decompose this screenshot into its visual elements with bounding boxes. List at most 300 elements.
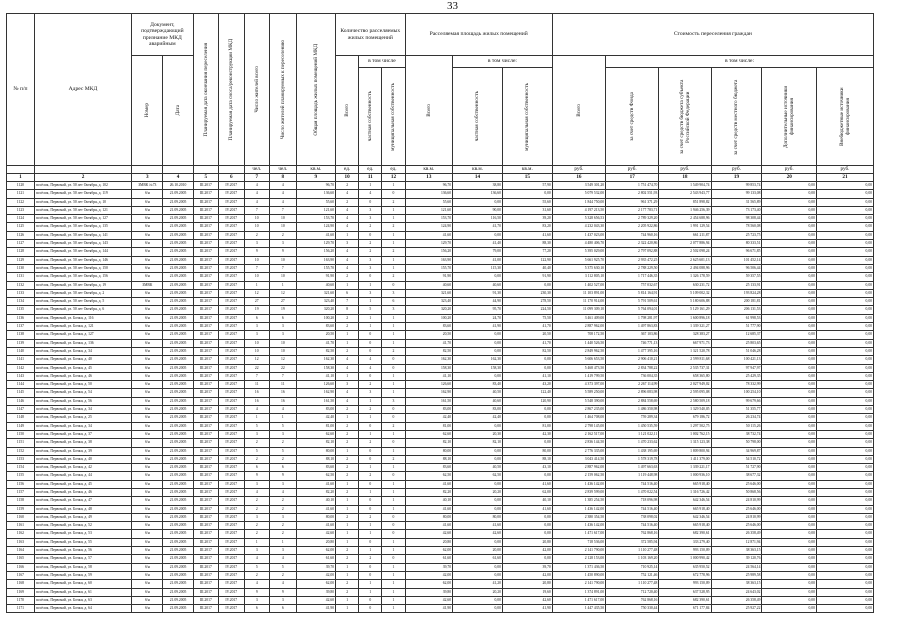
table-cell: 41,70 bbox=[502, 323, 552, 331]
table-row bbox=[7, 323, 874, 331]
table-cell: 4 bbox=[270, 555, 297, 563]
table-cell: 20,20 bbox=[453, 488, 503, 496]
table-cell: 41,70 bbox=[296, 339, 335, 347]
table-cell: 21.09.2005 bbox=[163, 439, 193, 447]
table-cell: 21.09.2005 bbox=[163, 488, 193, 496]
table-cell: 1140 bbox=[7, 347, 35, 355]
table-cell: 20,00 bbox=[453, 547, 503, 555]
table-row bbox=[7, 430, 874, 438]
table-cell: 51 046,28 bbox=[711, 347, 762, 355]
table-cell: III.2017 bbox=[193, 472, 218, 480]
table-cell: 744 960,16 bbox=[606, 231, 659, 239]
table-cell: 0,00 bbox=[502, 406, 552, 414]
table-cell: 0,00 bbox=[762, 281, 816, 289]
table-cell: 1127 bbox=[7, 240, 35, 248]
table-cell: посёлок, Первомай, ул. Бочки, д. 57 bbox=[34, 555, 131, 563]
table-cell: 1 bbox=[382, 372, 405, 380]
table-cell: б/н bbox=[132, 430, 163, 438]
table-cell: 0,00 bbox=[816, 472, 873, 480]
table-cell: б/н bbox=[132, 488, 163, 496]
table-cell: 2 580 509,18 bbox=[659, 397, 711, 405]
table-cell: 206 131,53 bbox=[711, 306, 762, 314]
table-cell: 0,00 bbox=[762, 414, 816, 422]
unit-cell: ед. bbox=[359, 166, 382, 174]
table-cell: III.2017 bbox=[193, 580, 218, 588]
table-cell: 1 bbox=[336, 538, 359, 546]
table-cell: б/н bbox=[132, 306, 163, 314]
column-number-cell: 16 bbox=[552, 174, 605, 182]
table-cell: 4 bbox=[270, 580, 297, 588]
table-cell: 61 998,53 bbox=[711, 314, 762, 322]
table-cell: 96 671,85 bbox=[711, 248, 762, 256]
table-cell: 1 000 936,10 bbox=[659, 472, 711, 480]
table-cell: 0,00 bbox=[816, 563, 873, 571]
table-cell: III.2017 bbox=[193, 298, 218, 306]
table-cell: 155,70 bbox=[296, 264, 335, 272]
table-cell: 21.09.2005 bbox=[163, 547, 193, 555]
table-cell: 3 bbox=[270, 331, 297, 339]
table-cell: 0,00 bbox=[762, 430, 816, 438]
table-cell: 0,00 bbox=[502, 281, 552, 289]
table-cell: 2 535 737,31 bbox=[659, 364, 711, 372]
table-cell: 6 bbox=[244, 605, 269, 613]
table-cell: 1163 bbox=[7, 538, 35, 546]
table-cell: 0,00 bbox=[453, 596, 503, 604]
table-cell: 1145 bbox=[7, 389, 35, 397]
column-number-cell: 20 bbox=[762, 174, 816, 182]
table-cell: 323,40 bbox=[405, 298, 453, 306]
table-cell: 1 436 142,00 bbox=[552, 505, 605, 513]
table-cell: посёлок, Первомай, ул. Бочки, д. 37 bbox=[34, 430, 131, 438]
table-cell: 83,60 bbox=[405, 464, 453, 472]
table-cell: 21.09.2005 bbox=[163, 264, 193, 272]
table-cell: 21.09.2005 bbox=[163, 455, 193, 463]
table-cell: посёлок, Первомай, ул. Бочки, д. 38 bbox=[34, 439, 131, 447]
table-cell: 1 bbox=[359, 588, 382, 596]
table-cell: 9 bbox=[270, 248, 297, 256]
units-row bbox=[7, 166, 874, 174]
table-cell: б/н bbox=[132, 464, 163, 472]
unit-cell: чел. bbox=[244, 166, 269, 174]
table-cell: 642 346,54 bbox=[659, 513, 711, 521]
column-number-cell: 3 bbox=[132, 174, 163, 182]
table-cell: 153,70 bbox=[405, 215, 453, 223]
table-cell: IV.2017 bbox=[219, 513, 244, 521]
unit-cell bbox=[7, 166, 35, 174]
table-cell: 20,50 bbox=[502, 331, 552, 339]
table-cell: 62,60 bbox=[405, 430, 453, 438]
table-cell: 193 824,28 bbox=[711, 289, 762, 297]
col-residents-plan-header: Число жителей планируемых к переселению bbox=[270, 14, 297, 166]
table-cell: 20,80 bbox=[296, 538, 335, 546]
table-cell: 2 bbox=[336, 464, 359, 472]
table-cell: 21.09.2005 bbox=[163, 215, 193, 223]
table-cell: б/н bbox=[132, 406, 163, 414]
table-cell: 41,60 bbox=[405, 480, 453, 488]
table-cell: 78 560,08 bbox=[711, 223, 762, 231]
table-cell: 40,60 bbox=[453, 397, 503, 405]
table-cell: 11 170 914,00 bbox=[552, 298, 605, 306]
unit-cell: руб. bbox=[711, 166, 762, 174]
table-cell: 2 bbox=[359, 472, 382, 480]
table-cell: 41,10 bbox=[296, 372, 335, 380]
table-cell: 2 159 062,50 bbox=[552, 472, 605, 480]
table-cell: 682 390,61 bbox=[659, 530, 711, 538]
cost-extra-header: Дополнительные источники финансирования bbox=[762, 68, 816, 166]
table-cell: III.2017 bbox=[193, 331, 218, 339]
table-cell: 367 103,86 bbox=[606, 331, 659, 339]
table-cell: 21.09.2005 bbox=[163, 513, 193, 521]
table-cell: III.2017 bbox=[193, 547, 218, 555]
table-cell: 129,70 bbox=[405, 240, 453, 248]
table-cell: 0,00 bbox=[816, 331, 873, 339]
table-cell: 12 685,37 bbox=[711, 331, 762, 339]
table-cell: 2 bbox=[244, 231, 269, 239]
table-cell: посёлок, Первомай, ул. Бочки, д. 56 bbox=[34, 397, 131, 405]
table-cell: б/н bbox=[132, 314, 163, 322]
table-cell: 0,00 bbox=[816, 505, 873, 513]
table-cell: 7 bbox=[244, 206, 269, 214]
table-cell: 0,00 bbox=[816, 439, 873, 447]
table-cell: 328 383,27 bbox=[659, 331, 711, 339]
table-cell: IV.2017 bbox=[219, 198, 244, 206]
table-cell: 0,00 bbox=[453, 347, 503, 355]
table-cell: 1143 bbox=[7, 372, 35, 380]
table-row bbox=[7, 455, 874, 463]
table-cell: 100 421,13 bbox=[711, 356, 762, 364]
table-cell: 82,20 bbox=[296, 488, 335, 496]
table-cell: 0 bbox=[359, 339, 382, 347]
table-cell: 83,00 bbox=[405, 406, 453, 414]
table-cell: 21.09.2005 bbox=[163, 464, 193, 472]
table-cell: 1159 bbox=[7, 505, 35, 513]
table-cell: ЗМВК bbox=[132, 281, 163, 289]
table-cell: 0,00 bbox=[502, 356, 552, 364]
table-cell: IV.2017 bbox=[219, 231, 244, 239]
table-cell: посёлок, Первомай, ул. 50 лет Октября, д. 119 bbox=[34, 190, 131, 198]
table-cell: 0,00 bbox=[762, 563, 816, 571]
table-cell: 25 646,00 bbox=[711, 505, 762, 513]
table-cell: 993 150,09 bbox=[659, 580, 711, 588]
table-cell: 51 727,90 bbox=[711, 464, 762, 472]
table-cell: посёлок, Первомай, ул. Бочки, д. 58 bbox=[34, 563, 131, 571]
table-cell: б/н bbox=[132, 347, 163, 355]
table-cell: 0 bbox=[382, 356, 405, 364]
doc-date-header: Дата bbox=[163, 56, 193, 166]
table-cell: б/н bbox=[132, 381, 163, 389]
table-cell: III.2017 bbox=[193, 339, 218, 347]
table-cell: IV.2017 bbox=[219, 588, 244, 596]
table-cell: 5 180 606,88 bbox=[659, 298, 711, 306]
table-cell: IV.2017 bbox=[219, 273, 244, 281]
table-cell: 744 516,40 bbox=[606, 480, 659, 488]
table-cell: 0,00 bbox=[762, 314, 816, 322]
table-cell: 0,00 bbox=[762, 323, 816, 331]
table-cell: 38 363,15 bbox=[711, 547, 762, 555]
table-cell: III.2017 bbox=[193, 223, 218, 231]
table-cell: 2 bbox=[336, 555, 359, 563]
table-cell: 41,60 bbox=[296, 231, 335, 239]
table-cell: 1 339 221,17 bbox=[659, 464, 711, 472]
table-cell: 1 bbox=[244, 281, 269, 289]
table-cell: 101 452,14 bbox=[711, 256, 762, 264]
table-cell: IV.2017 bbox=[219, 372, 244, 380]
table-cell: 61,60 bbox=[296, 555, 335, 563]
table-cell: 2 bbox=[244, 505, 269, 513]
column-number-cell: 11 bbox=[359, 174, 382, 182]
table-cell: III.2017 bbox=[193, 530, 218, 538]
table-cell: 0,00 bbox=[816, 231, 873, 239]
table-cell: 1 bbox=[382, 547, 405, 555]
table-row bbox=[7, 190, 874, 198]
table-cell: 3 549 301,20 bbox=[552, 182, 605, 190]
table-cell: б/н bbox=[132, 240, 163, 248]
table-cell: III.2017 bbox=[193, 289, 218, 297]
table-cell: 0 bbox=[359, 198, 382, 206]
table-cell: 0,00 bbox=[762, 588, 816, 596]
table-cell: 3 bbox=[382, 397, 405, 405]
table-cell: 21.09.2005 bbox=[163, 356, 193, 364]
table-cell: 0,00 bbox=[762, 256, 816, 264]
table-cell: посёлок, Первомай, ул. Бочки, д. 47 bbox=[34, 497, 131, 505]
table-cell: 0,00 bbox=[816, 455, 873, 463]
table-cell: 21.09.2005 bbox=[163, 605, 193, 613]
table-cell: 1 bbox=[336, 522, 359, 530]
table-cell: 1 447 435,50 bbox=[552, 605, 605, 613]
table-cell: 1132 bbox=[7, 281, 35, 289]
table-cell: 155,70 bbox=[405, 264, 453, 272]
table-cell: 3 043 414,50 bbox=[552, 455, 605, 463]
table-cell: 2 935 472,25 bbox=[606, 256, 659, 264]
table-cell: 0 bbox=[359, 497, 382, 505]
table-cell: 62,00 bbox=[296, 547, 335, 555]
table-cell: III.2017 bbox=[193, 571, 218, 579]
table-cell: 1 bbox=[336, 596, 359, 604]
table-cell: 0 bbox=[382, 190, 405, 198]
table-cell: 42,40 bbox=[405, 414, 453, 422]
column-number-cell: 21 bbox=[816, 174, 873, 182]
table-cell: III.2017 bbox=[193, 464, 218, 472]
table-cell: 6 bbox=[270, 605, 297, 613]
unit-cell: ед. bbox=[336, 166, 359, 174]
table-cell: посёлок, Первомай, ул. Бочки, д. 45 bbox=[34, 480, 131, 488]
table-cell: 3 bbox=[270, 430, 297, 438]
table-cell: 1 bbox=[359, 414, 382, 422]
table-cell: 82,50 bbox=[405, 347, 453, 355]
table-cell: 3 bbox=[270, 240, 297, 248]
table-cell: б/н bbox=[132, 497, 163, 505]
table-cell: 2 454 688,96 bbox=[659, 215, 711, 223]
table-cell: б/н bbox=[132, 248, 163, 256]
table-cell: 0,00 bbox=[762, 439, 816, 447]
table-cell: 98 308,44 bbox=[711, 215, 762, 223]
table-cell: б/н bbox=[132, 513, 163, 521]
table-cell: 1153 bbox=[7, 455, 35, 463]
unit-cell bbox=[219, 166, 244, 174]
table-cell: 12 871,94 bbox=[711, 538, 762, 546]
table-cell: 0,00 bbox=[762, 530, 816, 538]
table-cell: 1 437 023,00 bbox=[552, 231, 605, 239]
table-cell: 5 606 653,50 bbox=[552, 356, 605, 364]
table-row bbox=[7, 588, 874, 596]
table-cell: III.2017 bbox=[193, 356, 218, 364]
table-cell: 1 486 350,98 bbox=[606, 406, 659, 414]
table-cell: 0 bbox=[359, 480, 382, 488]
table-cell: IV.2017 bbox=[219, 289, 244, 297]
table-cell: 26 358,49 bbox=[711, 596, 762, 604]
table-cell: 320,20 bbox=[296, 306, 335, 314]
table-cell: 0,00 bbox=[762, 372, 816, 380]
table-cell: 4 bbox=[336, 223, 359, 231]
table-cell: IV.2017 bbox=[219, 605, 244, 613]
table-cell: 19,60 bbox=[502, 588, 552, 596]
table-cell: 136,60 bbox=[405, 190, 453, 198]
table-cell: 224,50 bbox=[502, 306, 552, 314]
table-cell: 1 bbox=[382, 480, 405, 488]
table-body bbox=[7, 182, 874, 613]
table-cell: 21.09.2005 bbox=[163, 364, 193, 372]
table-cell: 55,60 bbox=[405, 198, 453, 206]
table-cell: 21.09.2005 bbox=[163, 372, 193, 380]
table-cell: 0,00 bbox=[816, 223, 873, 231]
table-cell: 0 bbox=[359, 447, 382, 455]
table-cell: посёлок, Первомай, ул. 50 лет Октября, д. 102 bbox=[34, 182, 131, 190]
table-cell: 41,90 bbox=[502, 605, 552, 613]
table-cell: 20,80 bbox=[502, 538, 552, 546]
table-cell: 40,10 bbox=[502, 497, 552, 505]
table-cell: 1 bbox=[359, 488, 382, 496]
table-cell: 5 791 509,61 bbox=[606, 298, 659, 306]
table-cell: 21.09.2005 bbox=[163, 248, 193, 256]
table-cell: б/н bbox=[132, 231, 163, 239]
table-cell: 59 357,55 bbox=[711, 273, 762, 281]
table-cell: 99 679,66 bbox=[711, 397, 762, 405]
table-cell: 1129 bbox=[7, 256, 35, 264]
table-cell: 1 450 535,59 bbox=[606, 422, 659, 430]
table-cell: 21.09.2005 bbox=[163, 314, 193, 322]
table-cell: 0,00 bbox=[453, 422, 503, 430]
table-cell: 55,60 bbox=[296, 198, 335, 206]
table-cell: 91,30 bbox=[453, 289, 503, 297]
table-cell: 54 510,72 bbox=[711, 455, 762, 463]
table-cell: б/н bbox=[132, 298, 163, 306]
table-cell: 39,80 bbox=[405, 588, 453, 596]
table-cell: 41,60 bbox=[453, 522, 503, 530]
table-cell: IV.2017 bbox=[219, 215, 244, 223]
table-cell: 1 bbox=[270, 281, 297, 289]
table-cell: 0,00 bbox=[762, 248, 816, 256]
table-cell: III.2017 bbox=[193, 588, 218, 596]
table-cell: 3 bbox=[270, 596, 297, 604]
table-cell: 1 bbox=[336, 530, 359, 538]
table-cell: 2 789 329,20 bbox=[606, 215, 659, 223]
table-cell: 1149 bbox=[7, 422, 35, 430]
table-cell: 3 bbox=[244, 596, 269, 604]
table-cell: 0 bbox=[359, 571, 382, 579]
table-cell: 25 927,22 bbox=[711, 605, 762, 613]
table-cell: посёлок, Первомай, ул. 50 лет Октября, д. 19 bbox=[34, 281, 131, 289]
table-cell: посёлок, Первомай, ул. Бочки, д. 56 bbox=[34, 547, 131, 555]
table-cell: б/н bbox=[132, 364, 163, 372]
table-cell: посёлок, Первомай, ул. Бочки, д. 64 bbox=[34, 605, 131, 613]
table-row bbox=[7, 264, 874, 272]
table-cell: 762 868,16 bbox=[606, 596, 659, 604]
table-cell: 0,00 bbox=[762, 422, 816, 430]
table-row bbox=[7, 530, 874, 538]
table-cell: 0,00 bbox=[762, 306, 816, 314]
table-cell: 1 bbox=[382, 206, 405, 214]
table-cell: 1147 bbox=[7, 406, 35, 414]
table-cell: III.2017 bbox=[193, 513, 218, 521]
table-cell: 2 776 335,00 bbox=[552, 447, 605, 455]
table-cell: 61,60 bbox=[453, 555, 503, 563]
table-cell: IV.2017 bbox=[219, 364, 244, 372]
table-cell: 738 098,02 bbox=[606, 513, 659, 521]
table-cell: 91,90 bbox=[296, 273, 335, 281]
table-cell: 0,00 bbox=[816, 264, 873, 272]
table-cell: 1 946 256,39 bbox=[659, 206, 711, 214]
table-cell: III.2017 bbox=[193, 306, 218, 314]
table-cell: 4 bbox=[359, 364, 382, 372]
table-cell: 0,00 bbox=[762, 273, 816, 281]
table-cell: 0,00 bbox=[453, 538, 503, 546]
table-cell: 62,60 bbox=[296, 430, 335, 438]
table-row bbox=[7, 580, 874, 588]
table-row bbox=[7, 215, 874, 223]
table-cell: 0,00 bbox=[816, 323, 873, 331]
table-cell: III.2017 bbox=[193, 480, 218, 488]
table-cell: 62,00 bbox=[405, 547, 453, 555]
table-cell: 25 803,65 bbox=[711, 339, 762, 347]
table-cell: посёлок, Первомай, ул. Бочки, д. 40 bbox=[34, 356, 131, 364]
table-cell: IV.2017 bbox=[219, 480, 244, 488]
table-cell: 4 bbox=[244, 488, 269, 496]
table-cell: 710 925,14 bbox=[606, 563, 659, 571]
table-cell: 0,00 bbox=[816, 240, 873, 248]
table-cell: 4 bbox=[359, 356, 382, 364]
table-cell: 83,40 bbox=[453, 381, 503, 389]
area-group-header: Расселяемая площадь жилых помещений bbox=[405, 14, 552, 56]
table-cell: 665 918,40 bbox=[659, 480, 711, 488]
table-cell: 0 bbox=[359, 563, 382, 571]
table-row bbox=[7, 480, 874, 488]
table-cell: 0,00 bbox=[453, 339, 503, 347]
table-cell: 667 971,73 bbox=[659, 339, 711, 347]
table-cell: 658 365,80 bbox=[659, 372, 711, 380]
table-cell: 1 bbox=[244, 414, 269, 422]
table-cell: б/н bbox=[132, 206, 163, 214]
table-cell: посёлок, Первомай, ул. 50 лет Октября, д. 127 bbox=[34, 215, 131, 223]
table-cell: III.2017 bbox=[193, 182, 218, 190]
table-cell: IV.2017 bbox=[219, 430, 244, 438]
table-cell: 3 bbox=[270, 513, 297, 521]
table-cell: 0,00 bbox=[816, 215, 873, 223]
table-cell: 1 bbox=[244, 538, 269, 546]
table-cell: III.2017 bbox=[193, 323, 218, 331]
table-cell: 0,00 bbox=[453, 231, 503, 239]
area-municipal-header: муниципальная собственность bbox=[502, 68, 552, 166]
table-cell: 1 bbox=[382, 588, 405, 596]
table-cell: 0,00 bbox=[762, 298, 816, 306]
table-cell: 200 181,81 bbox=[711, 298, 762, 306]
table-cell: 0,00 bbox=[816, 547, 873, 555]
table-cell: 230,30 bbox=[502, 289, 552, 297]
table-cell: 2 bbox=[382, 248, 405, 256]
table-cell: посёлок, Первомай, ул. 50 лет Октября, д. 10 bbox=[34, 198, 131, 206]
table-cell: 5 109 002,32 bbox=[659, 289, 711, 297]
table-cell: 4 bbox=[336, 256, 359, 264]
table-cell: 120,90 bbox=[502, 397, 552, 405]
